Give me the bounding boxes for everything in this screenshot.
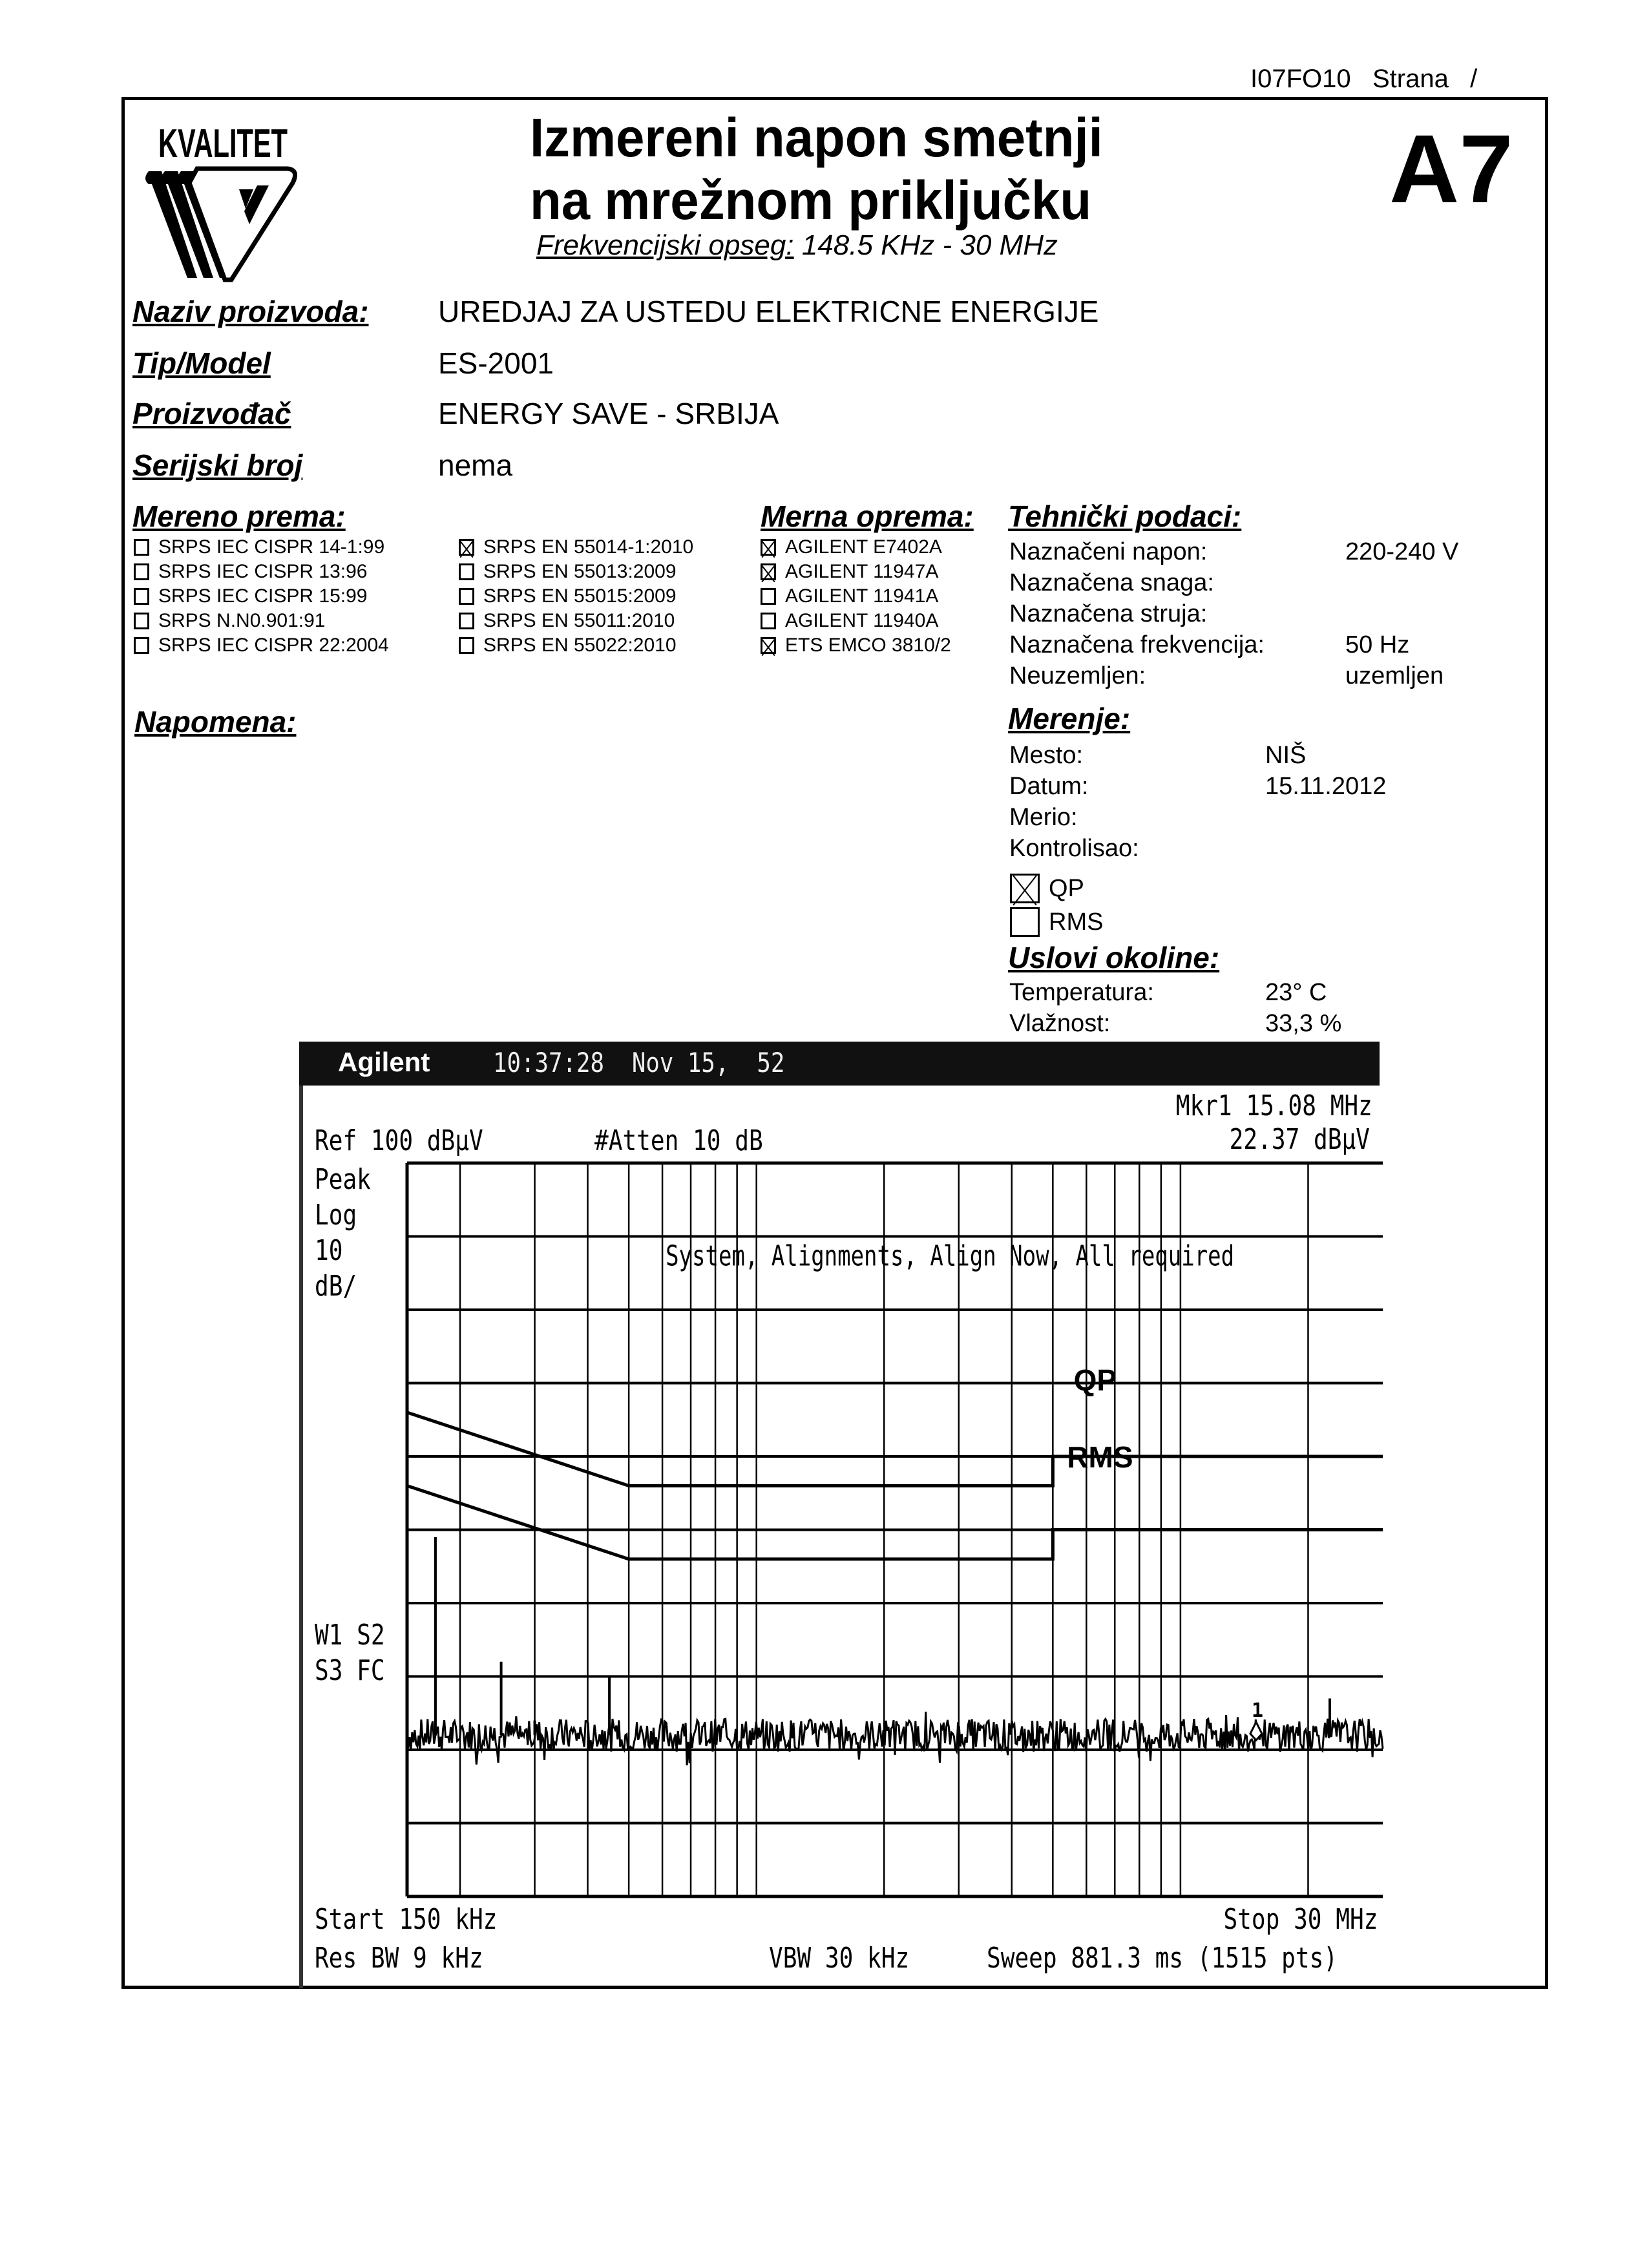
analyzer-brand: Agilent (338, 1047, 430, 1077)
spectrum-plot (407, 1163, 1383, 1896)
scale-type: Log (315, 1199, 357, 1232)
checkbox-item[interactable] (1010, 907, 1103, 937)
unchecked-box-icon[interactable] (134, 588, 149, 605)
checkbox-item[interactable] (459, 536, 693, 558)
unchecked-box-icon[interactable] (1010, 907, 1040, 937)
unchecked-box-icon[interactable] (134, 637, 149, 654)
manufacturer-label: Proizvođač (132, 397, 291, 430)
checked-box-icon[interactable] (761, 563, 776, 580)
trace-flags-1: W1 S2 (315, 1619, 385, 1652)
checkbox-label: AGILENT 11941A (785, 585, 939, 607)
page-title-line1: Izmereni napon smetnji (530, 107, 1103, 168)
checkbox-label: SRPS IEC CISPR 14-1:99 (158, 536, 385, 558)
equipment-heading: Merna oprema: (761, 499, 974, 533)
checkbox-label: SRPS EN 55015:2009 (483, 585, 677, 607)
attenuation: #Atten 10 dB (594, 1124, 763, 1157)
trace-flags-2: S3 FC (315, 1654, 385, 1687)
unchecked-box-icon[interactable] (134, 613, 149, 629)
field-value: 50 Hz (1345, 631, 1410, 658)
field-value: NIŠ (1265, 742, 1307, 769)
stop-frequency: Stop 30 MHz (1223, 1903, 1378, 1936)
field-label: Vlažnost: (1009, 1010, 1111, 1037)
analyzer-timestamp: 10:37:28 Nov 15, 52 (493, 1047, 785, 1078)
resolution-bandwidth: Res BW 9 kHz (315, 1942, 483, 1975)
checkbox-label: AGILENT 11940A (785, 610, 939, 631)
environment-heading: Uslovi okoline: (1008, 941, 1220, 974)
field-label: Temperatura: (1009, 979, 1154, 1006)
document-code: I07FO10 Strana / (1250, 65, 1478, 93)
checkbox-label: SRPS EN 55011:2010 (483, 610, 675, 631)
field-label: Naznačena frekvencija: (1009, 631, 1265, 658)
frequency-range (536, 229, 1058, 262)
field-value: 220-240 V (1345, 538, 1459, 565)
manufacturer-value: ENERGY SAVE - SRBIJA (438, 397, 779, 430)
analyzer-message: System, Alignments, Align Now, All required (666, 1239, 1235, 1273)
checkbox-label: SRPS IEC CISPR 15:99 (158, 585, 368, 607)
checkbox-item[interactable] (134, 610, 325, 632)
checkbox-item[interactable] (761, 635, 951, 656)
field-value: 23° C (1265, 979, 1327, 1006)
kvalitet-logo (136, 120, 310, 281)
scale-value: 10 (315, 1234, 343, 1267)
unchecked-box-icon[interactable] (761, 588, 776, 605)
marker-level: 22.37 dBµV (1229, 1123, 1370, 1156)
marker-label: 1 (1251, 1699, 1264, 1723)
model-label: Tip/Model (132, 346, 271, 380)
field-label: Merio: (1009, 804, 1078, 831)
field-label: Naznačena struja: (1009, 600, 1208, 627)
unchecked-box-icon[interactable] (134, 563, 149, 580)
screen-edge (299, 1086, 303, 1988)
checked-box-icon[interactable] (459, 539, 474, 556)
limit-line-qp (407, 1412, 1383, 1486)
measurement-heading: Merenje: (1008, 702, 1131, 735)
checkbox-label: SRPS IEC CISPR 13:96 (158, 561, 368, 582)
product-name-value: UREDJAJ ZA USTEDU ELEKTRICNE ENERGIJE (438, 295, 1099, 328)
spectrum-trace (407, 1712, 1383, 1765)
logo-text: KVALITET (158, 121, 288, 166)
serial-value: nema (438, 448, 513, 482)
limit-label-rms: RMS (1067, 1440, 1133, 1475)
limit-line-rms (407, 1486, 1383, 1559)
checkbox-item[interactable] (1010, 874, 1084, 903)
checkbox-item[interactable] (761, 610, 938, 632)
unchecked-box-icon[interactable] (459, 588, 474, 605)
checked-box-icon[interactable] (1010, 874, 1040, 903)
reference-level: Ref 100 dBµV (315, 1124, 483, 1157)
scale-unit: dB/ (315, 1270, 357, 1303)
checkbox-item[interactable] (134, 635, 389, 656)
checkbox-label: SRPS EN 55014-1:2010 (483, 536, 694, 558)
checkbox-label: SRPS EN 55022:2010 (483, 635, 677, 656)
field-value: 15.11.2012 (1265, 773, 1387, 800)
frequency-range-label: Frekvencijski opseg: (536, 229, 794, 261)
limit-label-qp: QP (1073, 1363, 1117, 1397)
serial-label: Serijski broj (132, 448, 303, 482)
marker-frequency: Mkr1 15.08 MHz (1175, 1089, 1372, 1122)
checkbox-item[interactable] (459, 561, 677, 583)
checkbox-label: SRPS IEC CISPR 22:2004 (158, 635, 389, 656)
note-heading: Napomena: (134, 705, 297, 739)
checkbox-item[interactable] (134, 536, 384, 558)
checkbox-label: QP (1049, 874, 1084, 902)
field-label: Mesto: (1009, 742, 1084, 769)
checked-box-icon[interactable] (761, 539, 776, 556)
checkbox-item[interactable] (459, 635, 677, 656)
checked-box-icon[interactable] (761, 637, 776, 654)
product-name-label: Naziv proizvoda: (132, 295, 369, 328)
checkbox-item[interactable] (134, 585, 367, 607)
field-label: Datum: (1009, 773, 1089, 800)
checkbox-item[interactable] (459, 585, 677, 607)
page-title-line2: na mrežnom priključku (530, 170, 1092, 231)
checkbox-label: SRPS N.N0.901:91 (158, 610, 326, 631)
unchecked-box-icon[interactable] (761, 613, 776, 629)
sweep-time: Sweep 881.3 ms (1515 pts) (987, 1942, 1338, 1975)
checkbox-item[interactable] (761, 585, 938, 607)
unchecked-box-icon[interactable] (459, 563, 474, 580)
checkbox-item[interactable] (459, 610, 675, 632)
analyzer-title-bar (299, 1042, 1380, 1086)
field-label: Neuzemljen: (1009, 662, 1146, 689)
field-value: uzemljen (1345, 662, 1444, 689)
model-value: ES-2001 (438, 346, 554, 380)
technical-heading: Tehnički podaci: (1008, 499, 1242, 533)
sheet-code: A7 (1389, 114, 1513, 223)
field-label: Naznačeni napon: (1009, 538, 1208, 565)
checkbox-label: RMS (1049, 908, 1104, 936)
unchecked-box-icon[interactable] (134, 539, 149, 556)
video-bandwidth: VBW 30 kHz (769, 1942, 910, 1975)
unchecked-box-icon[interactable] (459, 637, 474, 654)
checkbox-item[interactable] (761, 561, 938, 583)
field-value: 33,3 % (1265, 1010, 1342, 1037)
field-label: Kontrolisao: (1009, 835, 1139, 862)
field-label: Naznačena snaga: (1009, 569, 1214, 596)
unchecked-box-icon[interactable] (459, 613, 474, 629)
checkbox-label: ETS EMCO 3810/2 (785, 635, 951, 656)
checkbox-item[interactable] (134, 561, 367, 583)
frequency-range-value: 148.5 KHz - 30 MHz (793, 229, 1058, 261)
checkbox-label: AGILENT 11947A (785, 561, 939, 582)
standards-heading: Mereno prema: (132, 499, 346, 533)
checkbox-label: SRPS EN 55013:2009 (483, 561, 677, 582)
start-frequency: Start 150 kHz (315, 1903, 498, 1936)
checkbox-item[interactable] (761, 536, 942, 558)
detector-mode: Peak (315, 1163, 371, 1196)
checkbox-label: AGILENT E7402A (785, 536, 942, 558)
